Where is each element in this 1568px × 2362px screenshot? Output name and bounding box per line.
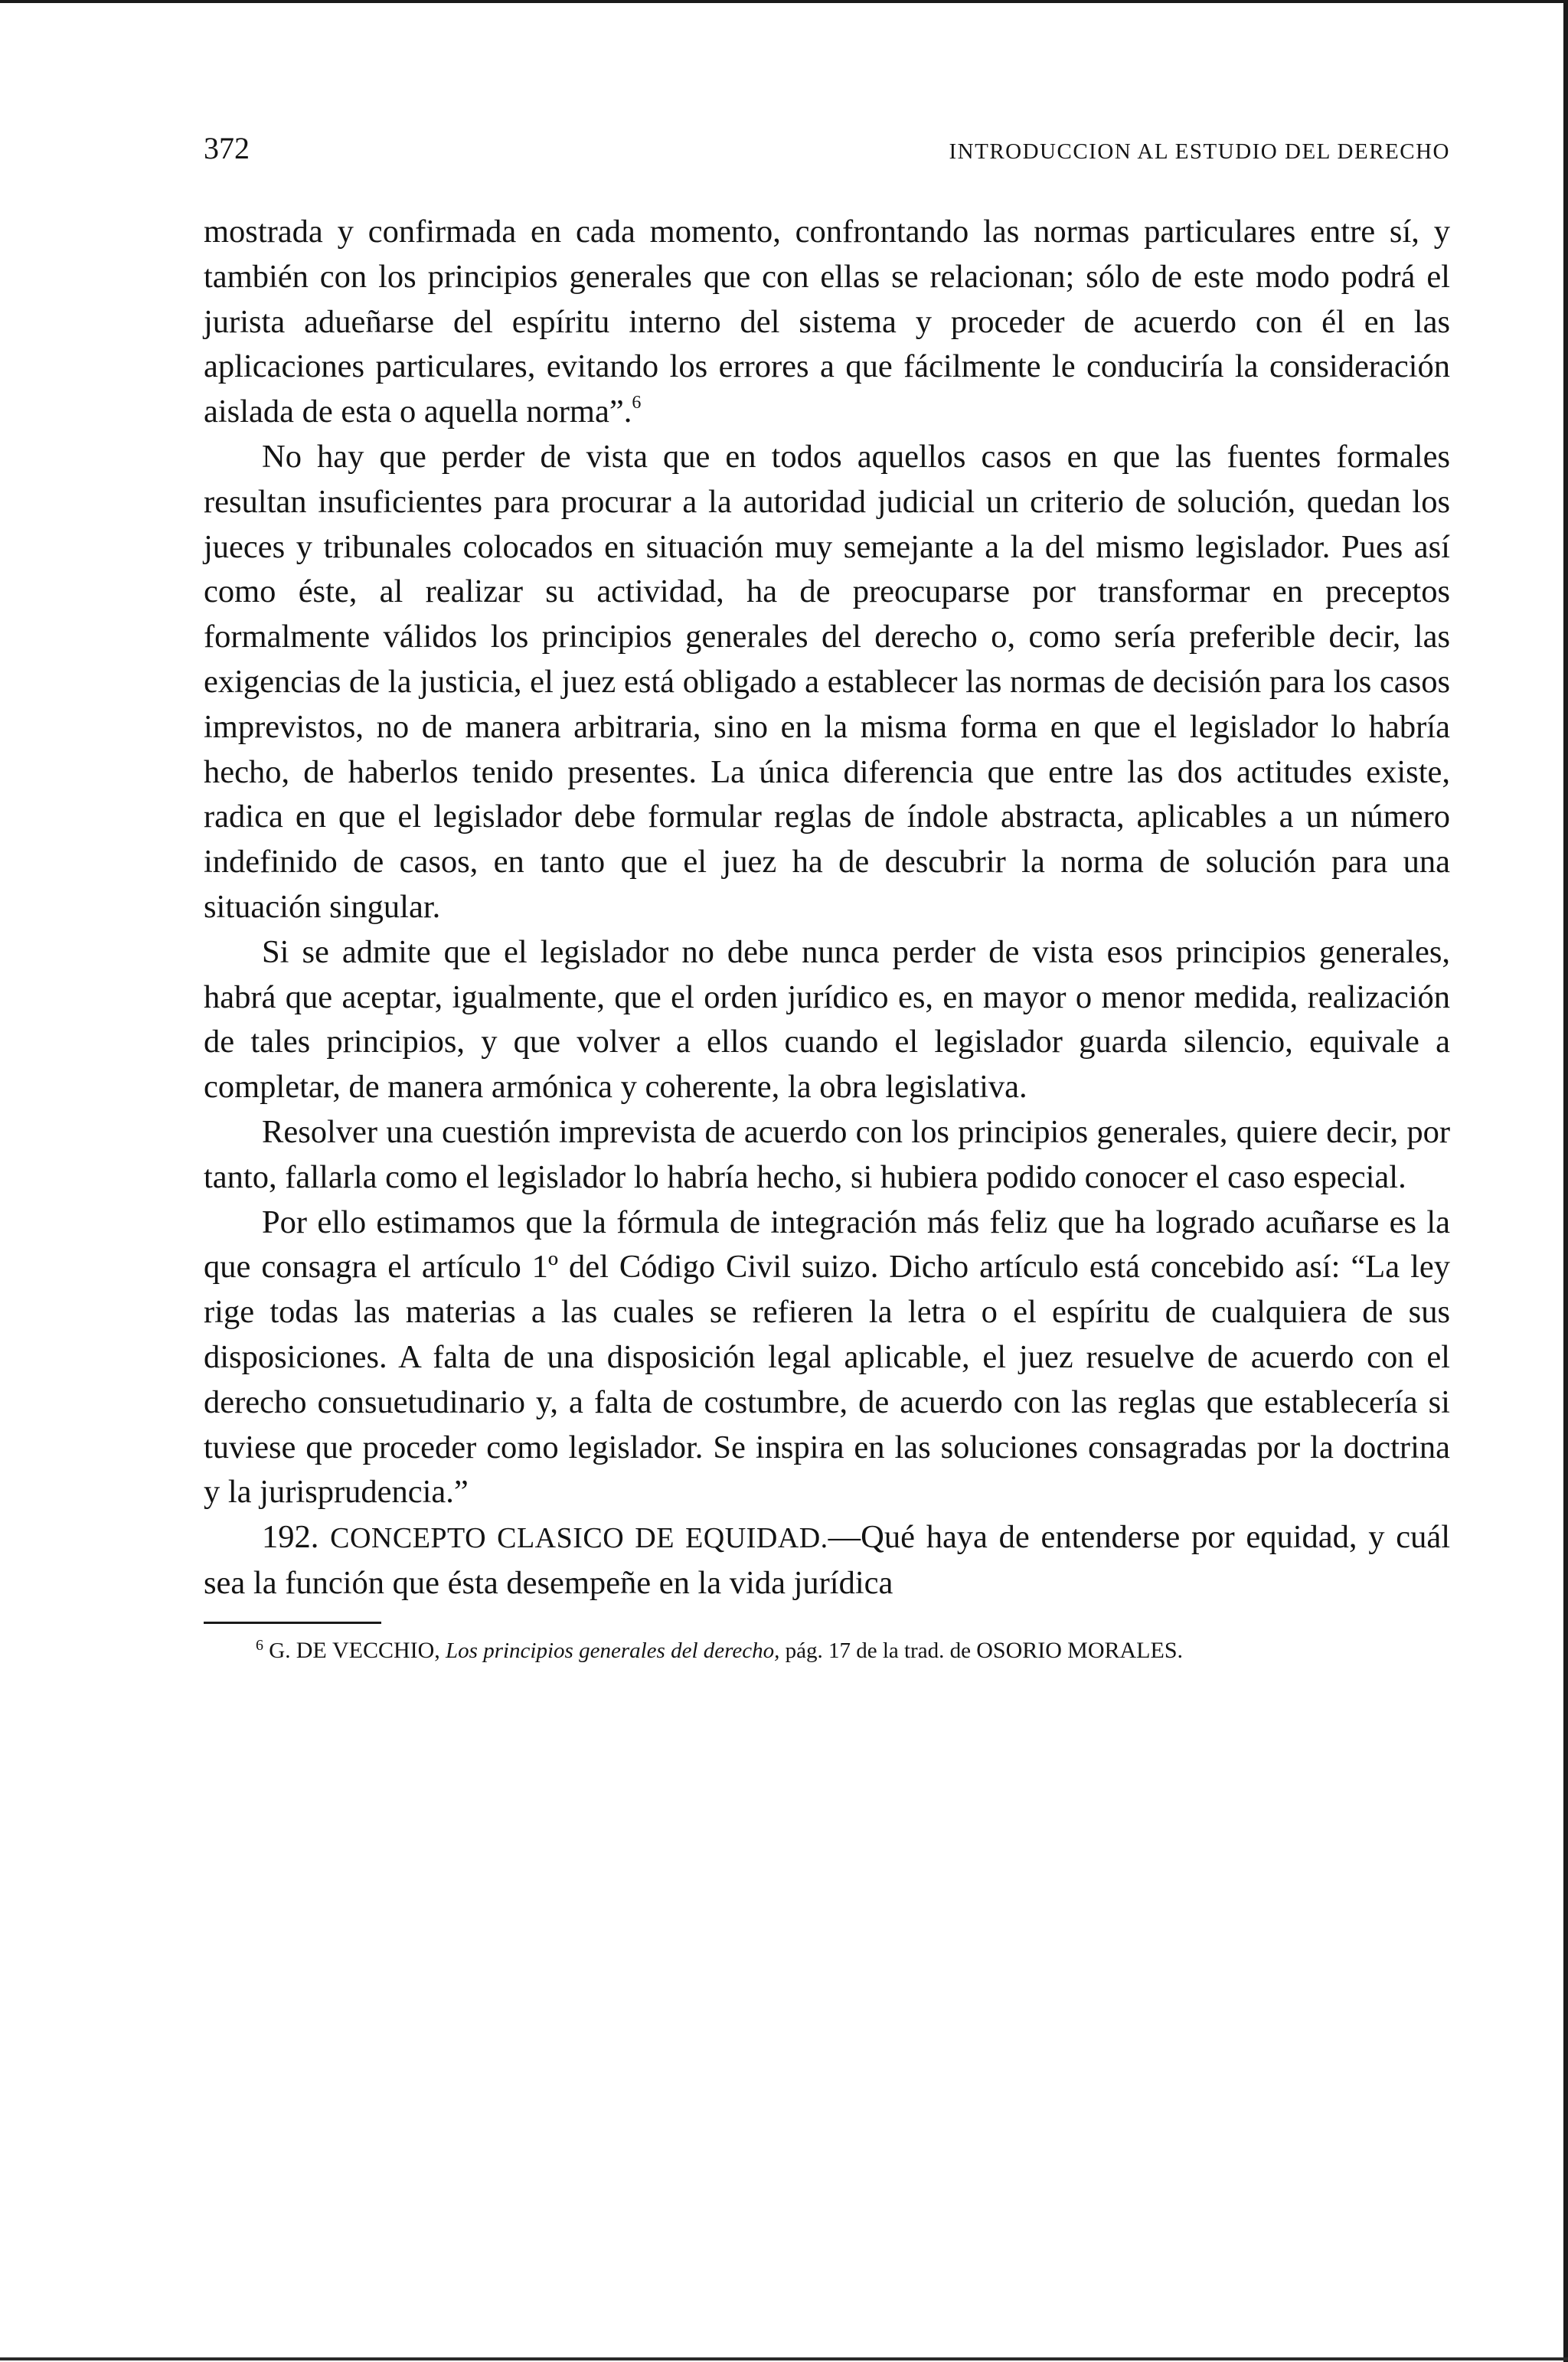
paragraph-2: No hay que perder de vista que en todos aquellos casos en que las fuentes formales resultan insuficientes para procurar a la autoridad judicial un criterio de solución, quedan los jueces y tribunales colocados en situación muy semejante a la del mismo legislador. Pues así como éste, al realizar su actividad, ha de preocuparse por transformar en preceptos formalmente válidos los principios generales del derecho o, como sería preferible decir, las exigencias de la justicia, el juez está obligado a establecer las normas de decisión para los casos imprevistos, no de manera arbitraria, sino en la misma forma en que el legislador lo habría hecho, de haberlos tenido presentes. La única diferencia que entre las dos actitudes existe, radica en que el legislador debe formular reglas de índole abstracta, aplicables a un número indefinido de casos, en tanto que el juez ha de descubrir la norma de solución para una situación singular. (204, 438, 1450, 925)
footnote-author-surname: VECCHIO, (332, 1637, 440, 1663)
scan-border-right (1563, 0, 1568, 2362)
running-title: INTRODUCCION AL ESTUDIO DEL DERECHO (949, 139, 1450, 164)
footnote-translator-family: MORALES. (1067, 1637, 1184, 1663)
footnote-author-particle: DE (296, 1637, 327, 1663)
footnote-work-title: Los principios generales del derecho, (446, 1638, 780, 1663)
paragraph-5: Por ello estimamos que la fórmula de integración más feliz que ha logrado acuñarse es la que consagra el artículo 1º del Código Civil suizo. Dicho artículo está concebido así: “La ley rige todas las materias a las cuales se refieren la letra o el espíritu de cualquiera de sus disposiciones. A falta de una disposición legal aplicable, el juez resuelve de acuerdo con el derecho consuetudinario y, a falta de costumbre, de acuerdo con las reglas que establecería si tuviese que proceder como legislador. Se inspira en las soluciones consagradas por la doctrina y la jurisprudencia.” (204, 1204, 1450, 1511)
paragraph-1 (204, 210, 1450, 435)
section-paragraph (204, 1515, 1450, 1606)
running-header (204, 130, 1450, 176)
section-title: CONCEPTO CLASICO DE EQUIDAD. (330, 1522, 828, 1555)
footnote-author-initial: G. (269, 1638, 291, 1663)
body-text (204, 210, 1450, 1606)
footnote-details: pág. 17 de la trad. de (785, 1638, 971, 1663)
book-page (204, 130, 1450, 1689)
scan-border-bottom (0, 2357, 1568, 2360)
scan-border-top (0, 0, 1568, 3)
paragraph-4: Resolver una cuestión imprevista de acuerdo con los principios generales, quiere decir, por tanto, fallarla como el legislador lo habría hecho, si hubiera podido conocer el caso especial. (204, 1113, 1450, 1195)
footnote-reference: 6 (632, 393, 642, 413)
section-text: —Qué haya de entenderse por equidad, y cuál sea la función que ésta desempeñe en la vida jurídica (204, 1519, 1451, 1601)
footnote-rule (204, 1622, 381, 1624)
page-number: 372 (204, 131, 250, 165)
footnote-translator-given: OSORIO (976, 1637, 1062, 1663)
footnote (204, 1635, 1450, 1667)
paragraph-1-text: mostrada y confirmada en cada momento, confrontando las normas particulares entre sí, y también con los principios generales que con ellas se relacionan; sólo de este modo podrá el jurista adueñarse del espíritu interno del sistema y proceder de acuerdo con él en las aplicaciones particulares, evitando los errores a que fácilmente le conduciría la consideración aislada de esta o aquella norma”. (204, 214, 1450, 430)
section-number: 192. (262, 1519, 319, 1556)
footnote-marker: 6 (256, 1636, 263, 1654)
paragraph-3: Si se admite que el legislador no debe nunca perder de vista esos principios generales, habrá que aceptar, igualmente, que el orden jurídico es, en mayor o menor medida, realización de tales principios, y que volver a ellos cuando el legislador guarda silencio, equivale a completar, de manera armónica y coherente, la obra legislativa. (204, 933, 1450, 1106)
